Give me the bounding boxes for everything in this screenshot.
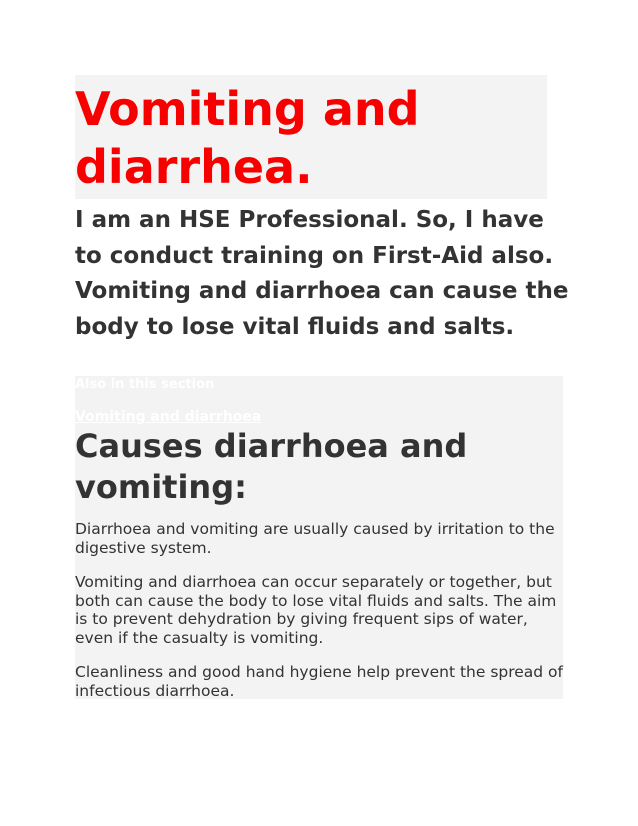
paragraph-hygiene: Cleanliness and good hand hygiene help prevent the spread of infectious diarrhoea. bbox=[75, 663, 564, 700]
also-in-section-label: Also in this section bbox=[75, 377, 215, 392]
causes-heading: Causes diarrhoea and vomiting: bbox=[75, 427, 468, 506]
paragraph-dehydration: Vomiting and diarrhoea can occur separately or together, but both can cause the body to lose vital fluids and salts. The aim is to prevent dehydration by giving frequent sips of water, even if the casualty is vomiting. bbox=[75, 573, 557, 647]
intro-paragraph: I am an HSE Professional. So, I have to conduct training on First-Aid also. Vomiting and diarrhoea can cause the body to lose vital fluids and salts. bbox=[75, 207, 569, 340]
section-link-vomiting-diarrhoea[interactable]: Vomiting and diarrhoea bbox=[75, 409, 262, 425]
paragraph-causes: Diarrhoea and vomiting are usually caused by irritation to the digestive system. bbox=[75, 520, 555, 557]
page-title: Vomiting and diarrhea. bbox=[75, 82, 420, 194]
